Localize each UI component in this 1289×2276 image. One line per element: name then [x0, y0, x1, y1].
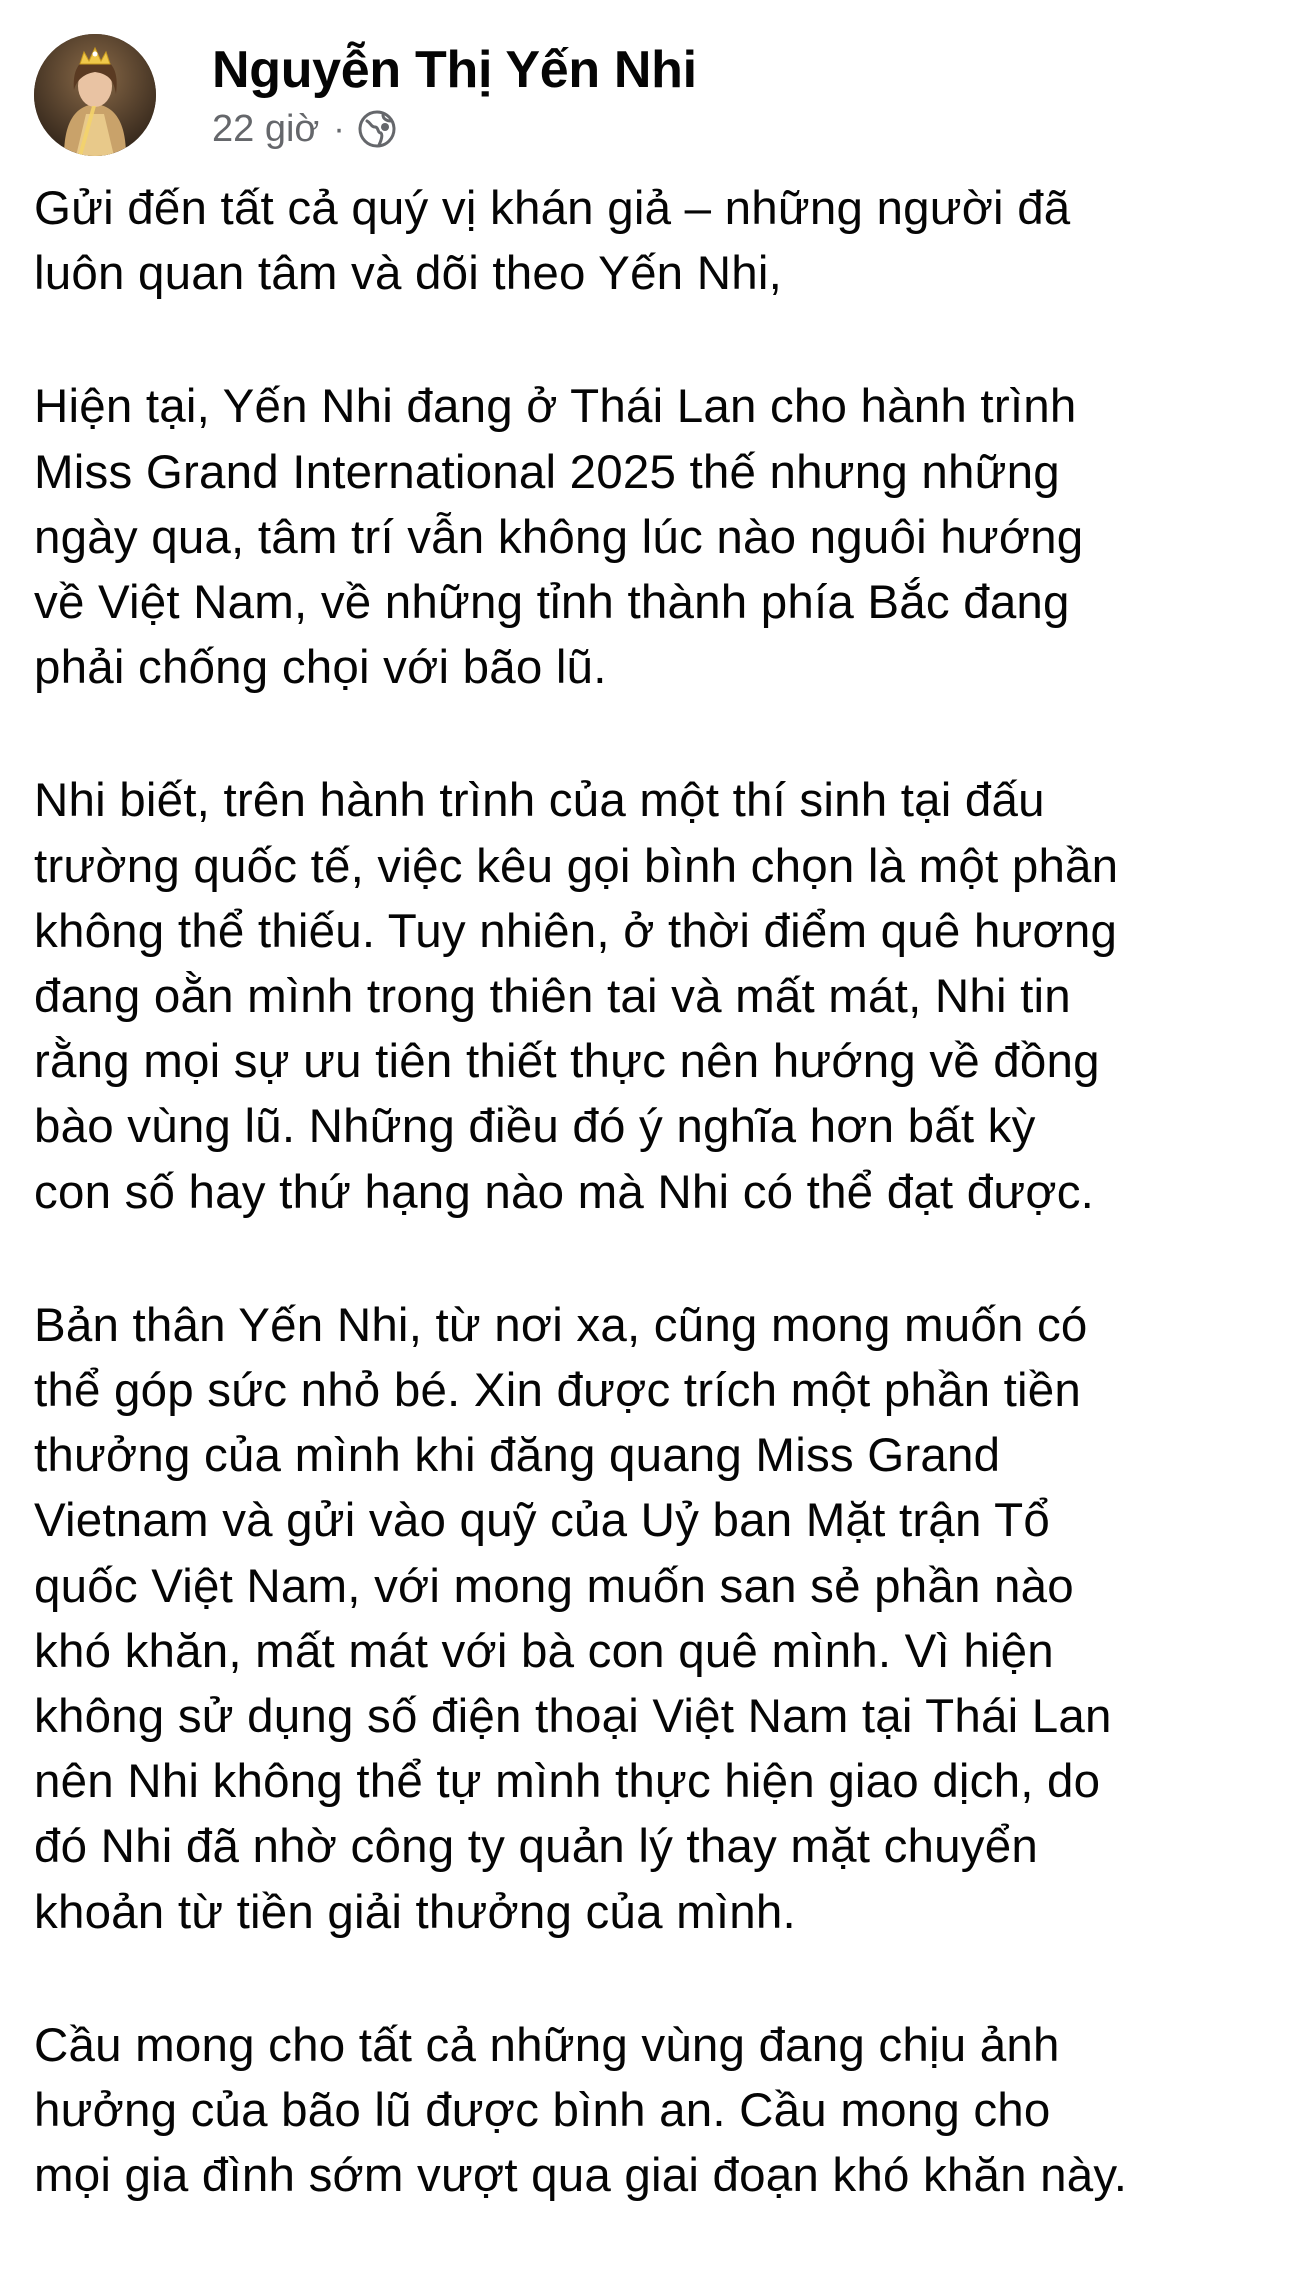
text-line: Gửi đến tất cả quý vị khán giả – những người đã — [34, 182, 1071, 235]
text-line: Miss Grand International 2025 thế nhưng những — [34, 445, 1060, 499]
paragraph — [34, 2013, 1274, 2209]
text-line: luôn quan tâm và dõi theo Yến Nhi, — [34, 247, 782, 301]
text-line: đó Nhi đã nhờ công ty quản lý thay mặt chuyển — [34, 1820, 1038, 1874]
text-line: con số hay thứ hạng nào mà Nhi có thể đạt được. — [34, 1165, 1095, 1219]
post-timestamp[interactable]: 22 giờ — [212, 108, 320, 150]
text-line: bào vùng lũ. Những điều đó ý nghĩa hơn bất kỳ — [34, 1100, 1036, 1154]
text-line: mọi gia đình sớm vượt qua giai đoạn khó khăn này. — [34, 2149, 1128, 2203]
paragraph — [34, 176, 1274, 306]
text-line: không sử dụng số điện thoại Việt Nam tại Thái Lan — [34, 1690, 1112, 1744]
text-line: không thể thiếu. Tuy nhiên, ở thời điểm quê hương — [34, 904, 1118, 958]
profile-photo-icon — [34, 34, 156, 156]
globe-icon[interactable] — [357, 109, 397, 149]
paragraph — [34, 374, 1274, 700]
text-line: Vietnam và gửi vào quỹ của Uỷ ban Mặt trận Tổ — [34, 1494, 1050, 1548]
text-line: Cầu mong cho tất cả những vùng đang chịu ảnh — [34, 2018, 1060, 2072]
text-line: khoản từ tiền giải thưởng của mình. — [34, 1885, 796, 1939]
author-name[interactable]: Nguyễn Thị Yến Nhi — [212, 41, 697, 99]
text-line: hưởng của bão lũ được bình an. Cầu mong cho — [34, 2084, 1051, 2138]
text-line: quốc Việt Nam, với mong muốn san sẻ phần nào — [34, 1559, 1074, 1613]
text-line: khó khăn, mất mát với bà con quê mình. Vì hiện — [34, 1624, 1054, 1678]
post-header — [34, 34, 697, 160]
text-line: nên Nhi không thể tự mình thực hiện giao dịch, do — [34, 1755, 1101, 1809]
text-line: thể góp sức nhỏ bé. Xin được trích một phần tiền — [34, 1364, 1082, 1418]
paragraph — [34, 1293, 1274, 1945]
post-meta — [212, 34, 697, 154]
text-line: trường quốc tế, việc kêu gọi bình chọn là một phần — [34, 839, 1119, 893]
text-line: đang oằn mình trong thiên tai và mất mát, Nhi tin — [34, 970, 1071, 1024]
text-line: thưởng của mình khi đăng quang Miss Grand — [34, 1429, 1001, 1483]
post-body — [34, 176, 1274, 2276]
post-subline — [212, 104, 697, 154]
paragraph — [34, 768, 1274, 1224]
text-line: Nhi biết, trên hành trình của một thí sinh tại đấu — [34, 774, 1045, 828]
text-line: phải chống chọi với bão lũ. — [34, 641, 607, 695]
separator-dot: · — [333, 110, 345, 148]
text-line: rằng mọi sự ưu tiên thiết thực nên hướng về đồng — [34, 1035, 1100, 1089]
text-line: Hiện tại, Yến Nhi đang ở Thái Lan cho hành trình — [34, 380, 1077, 434]
text-line: về Việt Nam, về những tỉnh thành phía Bắc đang — [34, 576, 1070, 630]
text-line: Bản thân Yến Nhi, từ nơi xa, cũng mong muốn có — [34, 1298, 1088, 1352]
text-line: ngày qua, tâm trí vẫn không lúc nào nguôi hướng — [34, 510, 1084, 564]
profile-avatar[interactable] — [34, 34, 156, 156]
